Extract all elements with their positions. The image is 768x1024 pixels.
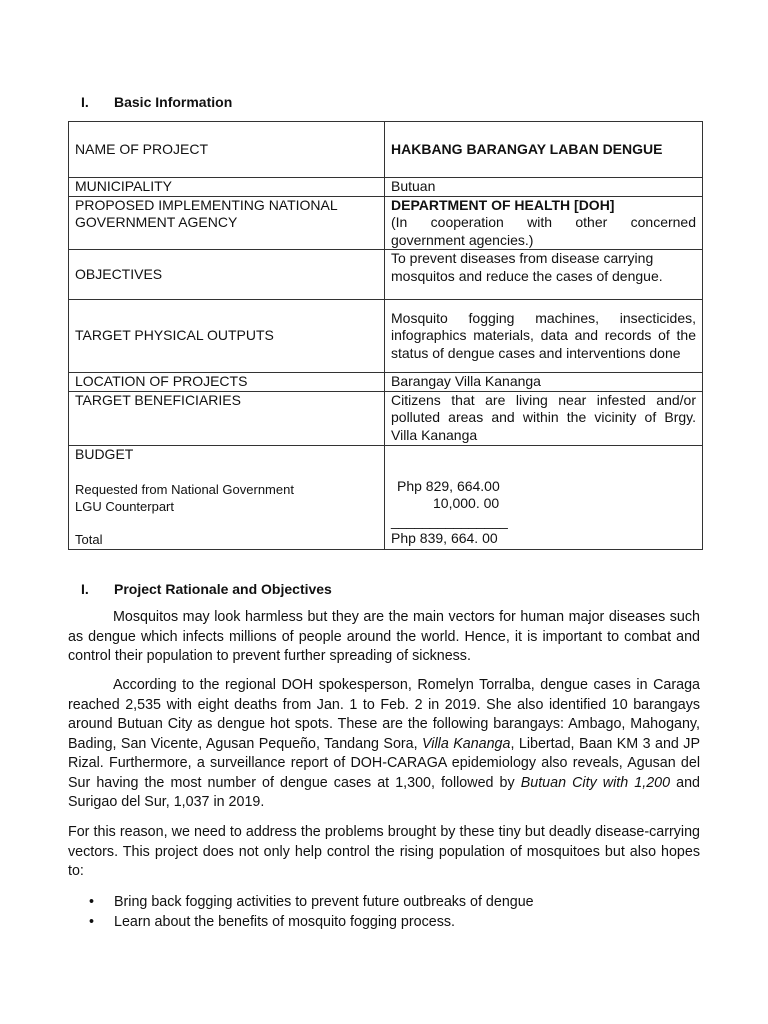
paragraph-emphasis: Butuan City with 1,200 bbox=[520, 774, 671, 791]
goals-list bbox=[68, 892, 700, 932]
objectives-value: To prevent diseases from disease carrying mosquitos and reduce the cases of dengue. bbox=[385, 250, 703, 300]
budget-requested-label: Requested from National Government bbox=[75, 482, 294, 497]
table-row bbox=[69, 250, 703, 300]
row-label: NAME OF PROJECT bbox=[69, 122, 385, 178]
list-item-text: Bring back fogging activities to prevent future outbreaks of dengue bbox=[114, 894, 534, 910]
section-number: I. bbox=[81, 581, 89, 597]
table-row bbox=[69, 196, 703, 250]
row-label: TARGET PHYSICAL OUTPUTS bbox=[69, 300, 385, 373]
table-row-budget bbox=[69, 445, 703, 549]
outputs-value: Mosquito fogging machines, insecticides, infographics materials, data and records of the status of dengue cases and interventions done bbox=[385, 300, 703, 373]
table-row bbox=[69, 300, 703, 373]
budget-requested-amount: Php 829, 664.00 bbox=[397, 477, 500, 494]
section-heading-basic-information bbox=[81, 93, 232, 111]
row-label: TARGET BENEFICIARIES bbox=[69, 391, 385, 445]
paragraph-text: , Libertad, Baan KM 3 and JP Rizal. Furthermore, a surveillance report of DOH-CARAGA epidemiology also reveals, Agusan del Sur having the most number of dengue cases at 1,300, followed by bbox=[68, 735, 700, 791]
list-item-text: Learn about the benefits of mosquito fogging process. bbox=[114, 914, 455, 930]
paragraph-purpose: For this reason, we need to address the problems brought by these tiny but deadly disease-carrying vectors. This project does not only help control the rising population of mosquitoes but also hopes to: bbox=[68, 824, 700, 879]
list-item bbox=[68, 892, 700, 912]
agency-cell bbox=[385, 196, 703, 250]
budget-amount-cell bbox=[385, 445, 703, 549]
project-name-value: HAKBANG BARANGAY LABAN DENGUE bbox=[385, 122, 703, 178]
row-label: MUNICIPALITY bbox=[69, 178, 385, 197]
budget-lgu-amount: 10,000. 00 bbox=[433, 495, 500, 511]
paragraph-text: According to the regional DOH spokesperson, Romelyn Torralba, dengue cases in Caraga reached 2,535 with eight deaths from Jan. 1 to Feb. 2 in 2019. She also identified 10 barangays around Butuan City as dengue hot spots. These are the following barangays: Ambago, Mahogany, Bading, San Vicente, Agusan Pequeño, Tandang Sora, bbox=[68, 677, 700, 752]
table-row bbox=[69, 122, 703, 178]
municipality-value: Butuan bbox=[385, 178, 703, 197]
table-row bbox=[69, 373, 703, 392]
row-label: OBJECTIVES bbox=[69, 250, 385, 300]
row-label: LOCATION OF PROJECTS bbox=[69, 373, 385, 392]
section-number: I. bbox=[81, 94, 89, 110]
budget-label: BUDGET bbox=[75, 445, 134, 462]
paragraph-text: and Surigao del Sur, 1,037 in 2019. bbox=[68, 774, 700, 810]
location-value: Barangay Villa Kananga bbox=[385, 373, 703, 392]
agency-note: (In cooperation with other concerned government agencies.) bbox=[391, 214, 696, 248]
budget-label-cell bbox=[69, 445, 385, 549]
budget-sum-rule: _______________ bbox=[391, 512, 508, 529]
budget-total-amount: Php 839, 664. 00 bbox=[391, 530, 498, 546]
paragraph-emphasis: Villa Kananga bbox=[422, 735, 511, 752]
section-heading-rationale bbox=[81, 580, 332, 598]
budget-total-label: Total bbox=[75, 532, 103, 547]
budget-lgu-label: LGU Counterpart bbox=[75, 499, 174, 514]
table-row bbox=[69, 391, 703, 445]
table-row bbox=[69, 178, 703, 197]
row-label: PROPOSED IMPLEMENTING NATIONAL GOVERNMENT AGENCY bbox=[69, 196, 385, 250]
bullet-icon: • bbox=[89, 914, 95, 930]
beneficiaries-value: Citizens that are living near infested and/or polluted areas and within the vicinity of Brgy. Villa Kananga bbox=[385, 391, 703, 445]
agency-value: DEPARTMENT OF HEALTH [DOH] bbox=[391, 196, 615, 213]
paragraph-intro: Mosquitos may look harmless but they are the main vectors for human major diseases such as dengue which infects millions of people around the world. Hence, it is important to combat and control their population to prevent further spreading of sickness. bbox=[68, 609, 700, 664]
section-title: Basic Information bbox=[114, 94, 233, 110]
basic-information-table bbox=[68, 121, 703, 550]
section-title: Project Rationale and Objectives bbox=[114, 581, 332, 597]
paragraph-dengue-statistics bbox=[68, 676, 700, 813]
list-item bbox=[68, 912, 700, 932]
bullet-icon: • bbox=[89, 894, 95, 910]
